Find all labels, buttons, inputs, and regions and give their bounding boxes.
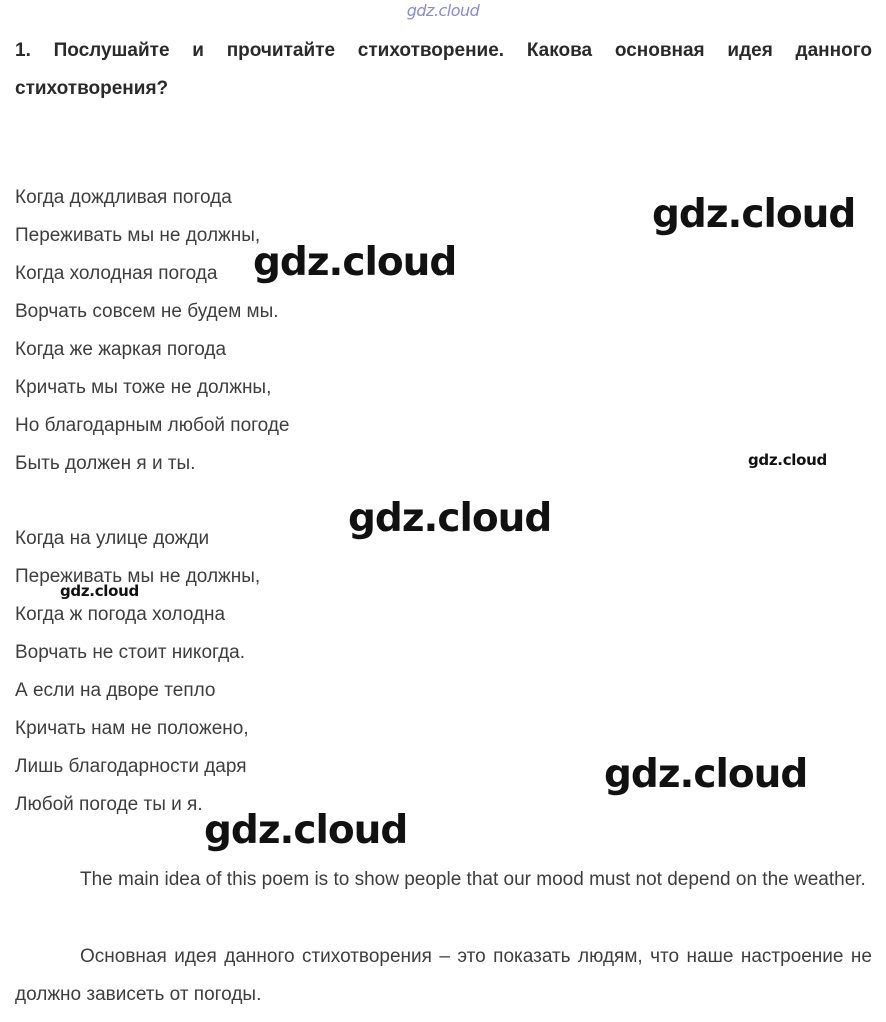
poem-line: А если на дворе тепло	[15, 680, 216, 701]
poem-line: Быть должен я и ты.	[15, 453, 196, 474]
poem-line: Переживать мы не должны,	[15, 566, 261, 587]
poem-line: Когда дождливая погода	[15, 187, 232, 208]
poem-line: Ворчать совсем не будем мы.	[15, 301, 279, 322]
poem-line: Кричать нам не положено,	[15, 718, 249, 739]
question-heading: 1. Послушайте и прочитайте стихотворение. Какова основная идея данного стихотворения?	[15, 40, 872, 99]
watermark: gdz.cloud	[348, 496, 552, 541]
poem-stanza-1	[15, 179, 289, 483]
poem-stanza-2	[15, 520, 260, 824]
answer-english: The main idea of this poem is to show people that our mood must not depend on the weather.	[80, 869, 866, 890]
poem-line: Любой погоде ты и я.	[15, 794, 203, 815]
answer-russian: Основная идея данного стихотворения – это показать людям, что наше настроение не должно зависеть от погоды.	[15, 946, 872, 1005]
poem-line: Но благодарным любой погоде	[15, 415, 290, 436]
watermark: gdz.cloud	[253, 240, 457, 285]
poem-line: Лишь благодарности даря	[15, 756, 247, 777]
watermark: gdz.cloud	[204, 808, 408, 853]
poem-line: Ворчать не стоит никогда.	[15, 642, 246, 663]
watermark: gdz.cloud	[604, 752, 808, 797]
poem-line: Когда на улице дожди	[15, 528, 210, 549]
poem-line: Переживать мы не должны,	[15, 225, 261, 246]
poem-line: Когда холодная погода	[15, 263, 218, 284]
watermark: gdz.cloud	[652, 192, 856, 237]
watermark: gdz.cloud	[60, 582, 139, 600]
poem-line: Когда же жаркая погода	[15, 339, 227, 360]
watermark: gdz.cloud	[748, 451, 827, 469]
poem-line: Когда ж погода холодна	[15, 604, 226, 625]
poem-line: Кричать мы тоже не должны,	[15, 377, 272, 398]
top-watermark: gdz.cloud	[406, 1, 480, 20]
